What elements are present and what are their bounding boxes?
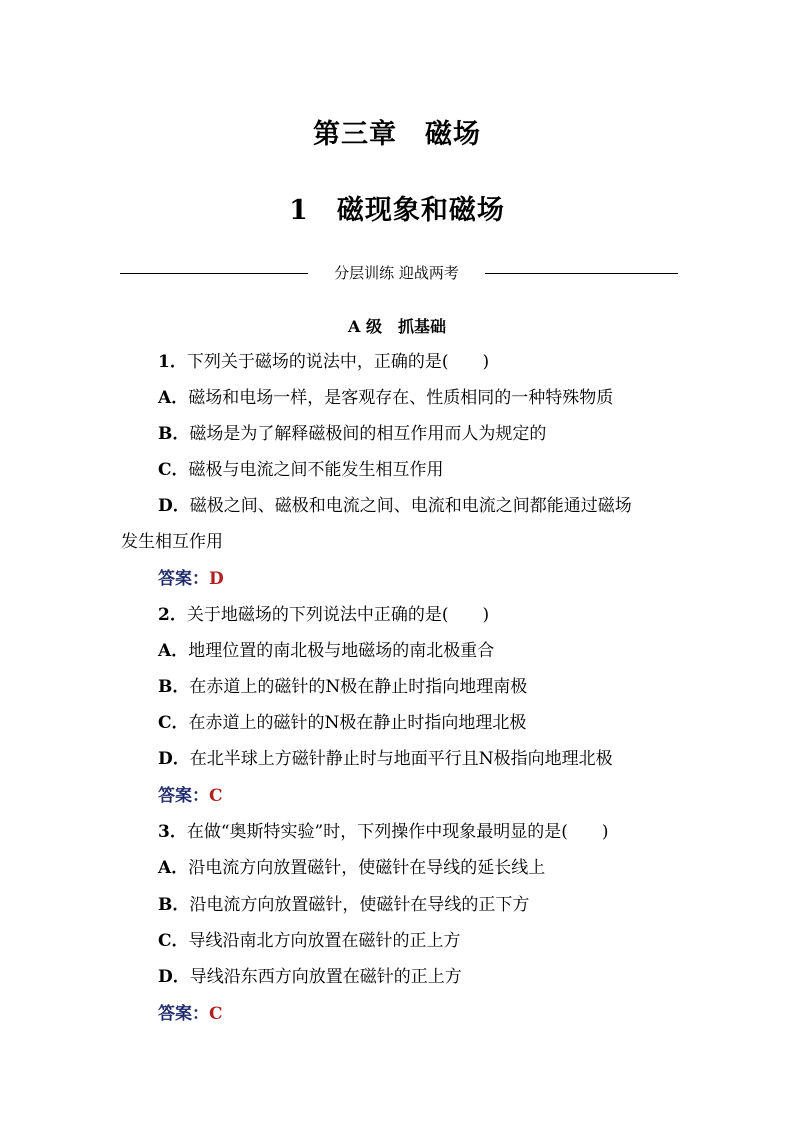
option-letter: D．	[158, 749, 190, 769]
option-text: 磁极之间、磁极和电流之间、电流和电流之间都能通过磁场	[189, 496, 632, 516]
question-3-stem	[158, 820, 609, 844]
option-letter: C．	[158, 713, 189, 733]
question-1-stem	[158, 350, 489, 374]
option-letter: D．	[158, 967, 190, 987]
answer-label: 答案：	[158, 1004, 209, 1024]
option-text: 在赤道上的磁针的N极在静止时指向地理北极	[188, 713, 527, 733]
answer-label: 答案：	[158, 786, 209, 806]
question-2-stem	[158, 603, 489, 627]
question-2-option-a	[158, 639, 494, 663]
option-text: 导线沿东西方向放置在磁针的正上方	[189, 967, 462, 987]
question-3-option-a	[158, 856, 545, 880]
level-title: A 级 抓基础	[348, 317, 446, 336]
option-letter: A．	[158, 388, 189, 408]
option-letter: B．	[158, 677, 190, 697]
divider-rule-left	[120, 273, 308, 274]
option-text: 沿电流方向放置磁针，使磁针在导线的延长线上	[188, 858, 546, 878]
chapter-title: 第三章 磁场	[313, 119, 481, 150]
question-text: 在做“奥斯特实验”时，下列操作中现象最明显的是( )	[186, 822, 609, 842]
question-1-option-a	[158, 386, 613, 410]
option-letter: B．	[158, 895, 190, 915]
option-letter: A．	[158, 858, 189, 878]
answer-value: D	[209, 569, 224, 589]
option-text: 地理位置的南北极与地磁场的南北极重合	[188, 641, 495, 661]
option-text: 在北半球上方磁针静止时与地面平行且N极指向地理北极	[189, 749, 613, 769]
question-3-option-b	[158, 893, 529, 917]
question-2-answer	[158, 784, 223, 808]
option-letter: B．	[158, 424, 190, 444]
question-3-option-d	[158, 965, 462, 989]
option-text: 磁场是为了解释磁极间的相互作用而人为规定的	[189, 424, 547, 444]
option-text: 磁极与电流之间不能发生相互作用	[188, 460, 444, 480]
section-title: 1 磁现象和磁场	[289, 195, 505, 226]
option-letter: A．	[158, 641, 189, 661]
question-2-option-b	[158, 675, 527, 699]
divider-text: 分层训练 迎战两考	[334, 264, 459, 282]
option-text: 沿电流方向放置磁针，使磁针在导线的正下方	[189, 895, 530, 915]
question-1-option-b	[158, 422, 546, 446]
option-text: 磁场和电场一样，是客观存在、性质相同的一种特殊物质	[188, 388, 614, 408]
divider-rule-right	[485, 273, 678, 274]
option-text: 导线沿南北方向放置在磁针的正上方	[188, 931, 461, 951]
question-2-option-d	[158, 747, 613, 771]
question-2-option-c	[158, 711, 526, 735]
question-number: 1．	[158, 352, 187, 372]
question-text: 关于地磁场的下列说法中正确的是( )	[186, 605, 490, 625]
question-1-option-d-continuation: 发生相互作用	[121, 532, 223, 552]
answer-label: 答案：	[158, 569, 209, 589]
answer-value: C	[209, 786, 223, 806]
question-1-option-d	[158, 494, 632, 518]
option-text: 在赤道上的磁针的N极在静止时指向地理南极	[189, 677, 528, 697]
question-number: 2．	[158, 605, 187, 625]
option-letter: D．	[158, 496, 190, 516]
question-3-answer	[158, 1002, 223, 1026]
question-1-answer	[158, 567, 224, 591]
question-1-option-c	[158, 458, 444, 482]
question-number: 3．	[158, 822, 187, 842]
option-letter: C．	[158, 460, 189, 480]
section-divider	[120, 262, 678, 284]
option-letter: C．	[158, 931, 189, 951]
answer-value: C	[209, 1004, 223, 1024]
question-text: 下列关于磁场的说法中，正确的是( )	[186, 352, 490, 372]
question-3-option-c	[158, 929, 461, 953]
